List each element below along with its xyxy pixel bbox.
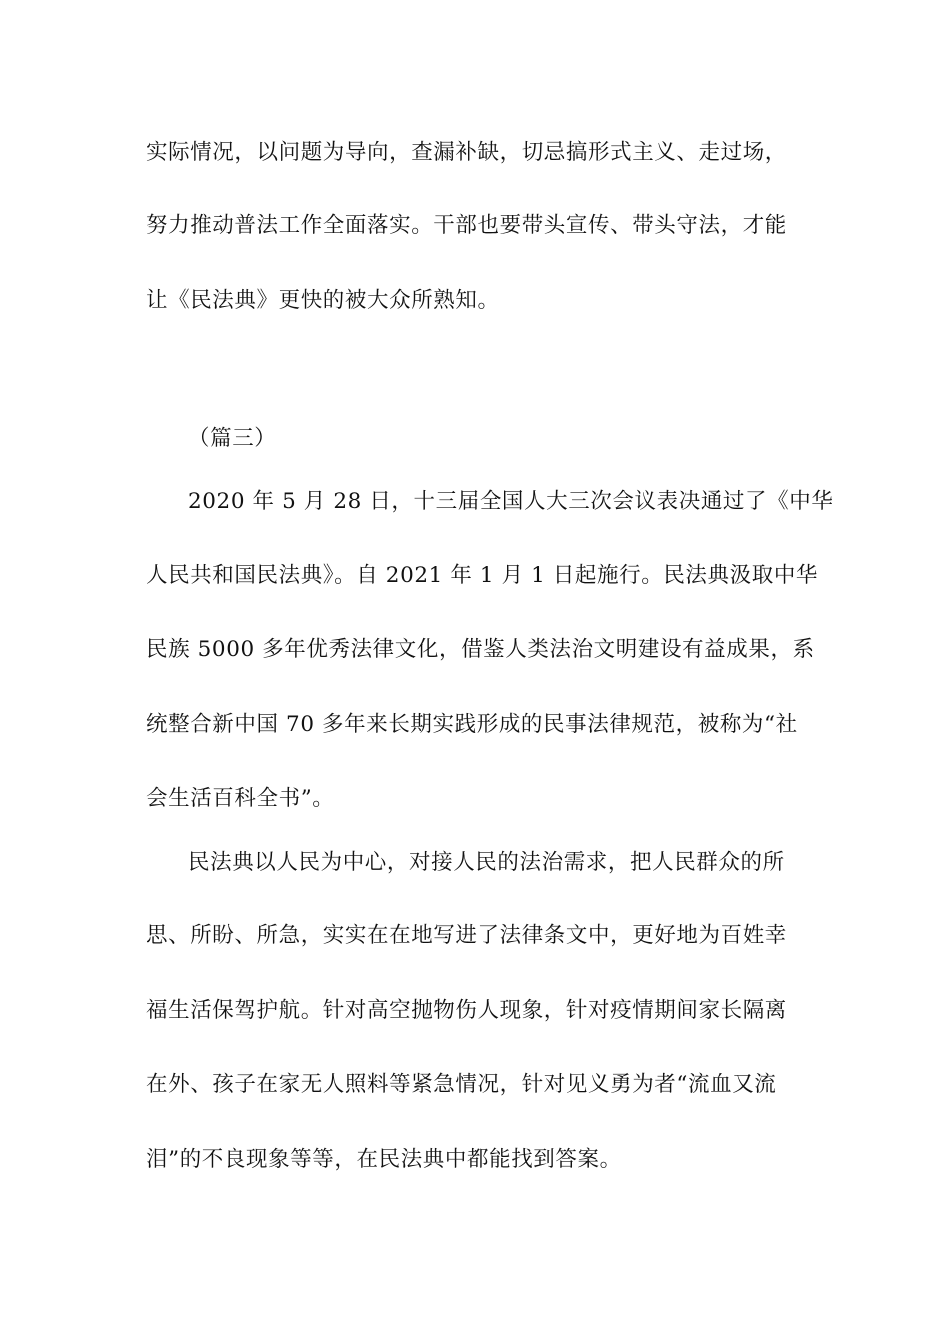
text-line: 2020 年 5 月 28 日，十三届全国人大三次会议表决通过了《中华 bbox=[188, 489, 834, 514]
text-line: 民族 5000 多年优秀法律文化，借鉴人类法治文明建设有益成果，系 bbox=[146, 637, 815, 662]
section-title: （篇三） bbox=[188, 426, 277, 451]
text-line: 福生活保驾护航。针对高空抛物伤人现象，针对疫情期间家长隔离 bbox=[146, 998, 787, 1023]
text-line: 泪”的不良现象等等，在民法典中都能找到答案。 bbox=[146, 1147, 622, 1172]
text-line: 会生活百科全书”。 bbox=[146, 786, 335, 811]
text-line: 民法典以人民为中心，对接人民的法治需求，把人民群众的所 bbox=[188, 850, 785, 875]
text-line: 统整合新中国 70 多年来长期实践形成的民事法律规范，被称为“社 bbox=[146, 712, 798, 737]
text-line: 人民共和国民法典》。自 2021 年 1 月 1 日起施行。民法典汲取中华 bbox=[146, 563, 819, 588]
text-line: 让《民法典》更快的被大众所熟知。 bbox=[146, 288, 500, 313]
text-line: 努力推动普法工作全面落实。干部也要带头宣传、带头守法，才能 bbox=[146, 213, 787, 238]
text-line: 思、所盼、所急，实实在在地写进了法律条文中，更好地为百姓幸 bbox=[146, 923, 787, 948]
text-line: 在外、孩子在家无人照料等紧急情况，针对见义勇为者“流血又流 bbox=[146, 1072, 777, 1097]
text-line: 实际情况，以问题为导向，查漏补缺，切忌搞形式主义、走过场， bbox=[146, 140, 787, 165]
